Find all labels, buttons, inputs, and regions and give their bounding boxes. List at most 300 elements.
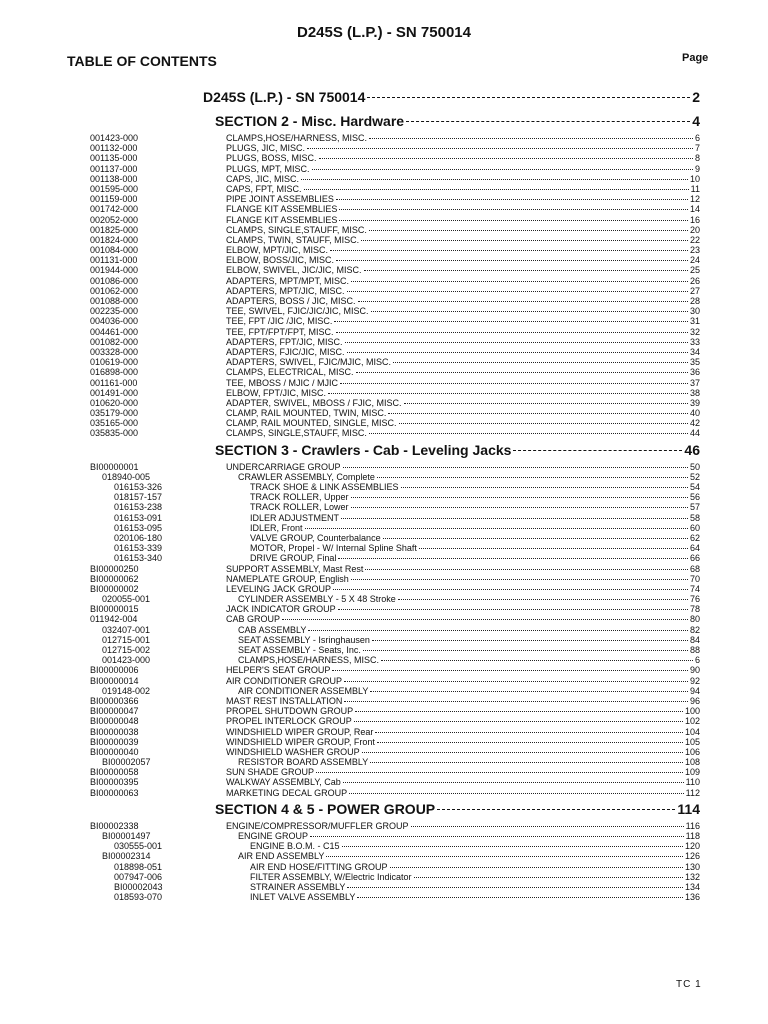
- toc-entry: [0, 892, 768, 902]
- entry-title: TEE, FPT/FPT/FPT, MISC.: [226, 326, 334, 337]
- toc-entry: [0, 604, 768, 614]
- part-number: BI00000040: [90, 746, 139, 757]
- entry-title: DRIVE GROUP, Final: [250, 553, 337, 564]
- entry-title: CLAMPS,HOSE/HARNESS, MISC.: [238, 655, 380, 666]
- entry-title: INLET VALVE ASSEMBLY: [250, 892, 356, 903]
- page-number: 116: [685, 820, 700, 831]
- part-number: BI00000014: [90, 675, 139, 686]
- toc-entry: [0, 327, 768, 337]
- part-number: 030555-001: [114, 841, 163, 852]
- toc-entry: [0, 408, 768, 418]
- page-number: 136: [684, 892, 700, 903]
- part-number: 016153-095: [114, 522, 163, 533]
- page-number: 37: [689, 377, 700, 388]
- part-number: 010619-000: [90, 357, 139, 368]
- entry-title: ENGINE/COMPRESSOR/MUFFLER GROUP: [226, 820, 409, 831]
- entry-title: ELBOW, SWIVEL, JIC/JIC, MISC.: [226, 265, 362, 276]
- toc-entry: [0, 245, 768, 255]
- page-number: 118: [685, 831, 700, 841]
- dot-leader: [377, 742, 683, 743]
- page-column-label: Page: [682, 52, 709, 64]
- entry-title: ENGINE GROUP: [238, 831, 309, 841]
- page-number: 92: [689, 675, 700, 686]
- dot-leader: [357, 897, 683, 898]
- dot-leader: [356, 372, 688, 373]
- dot-leader: [370, 762, 683, 763]
- dot-leader: [301, 179, 688, 180]
- part-number: BI00002043: [114, 881, 163, 892]
- entry-title: CAPS, FPT, MISC.: [226, 183, 302, 194]
- page-number: 6: [694, 655, 700, 666]
- entry-title: SEAT ASSEMBLY - Seats, Inc.: [238, 645, 361, 655]
- dot-leader: [351, 507, 688, 508]
- entry-title: PROPEL SHUTDOWN GROUP: [226, 706, 354, 717]
- toc-entry: [0, 194, 768, 204]
- page-number: 14: [689, 204, 700, 215]
- part-number: 018157-157: [114, 492, 163, 503]
- page-number: 40: [689, 408, 700, 419]
- toc-entry: [0, 686, 768, 696]
- page-number: 109: [684, 767, 700, 778]
- page-number: 102: [684, 716, 700, 727]
- toc-entry: [0, 164, 768, 174]
- page-number: 36: [689, 367, 700, 378]
- dot-leader: [342, 846, 683, 847]
- page-number: 70: [689, 573, 700, 584]
- toc-entry: [0, 831, 768, 841]
- part-number: BI00000063: [90, 787, 139, 798]
- toc-entry: [0, 513, 768, 523]
- part-number: 016153-091: [114, 512, 163, 523]
- entry-title: ADAPTER, SWIVEL, MBOSS / FJIC, MISC.: [226, 397, 402, 408]
- table-of-contents: [0, 86, 768, 902]
- toc-entry: [0, 645, 768, 655]
- toc-entry: [0, 215, 768, 225]
- part-number: BI00000015: [90, 604, 139, 615]
- entry-title: SEAT ASSEMBLY - Isringhausen: [238, 634, 370, 645]
- page-number: 20: [689, 224, 700, 235]
- dot-leader: [398, 599, 688, 600]
- dot-leader: [316, 772, 683, 773]
- dot-leader: [310, 836, 684, 837]
- dot-leader: [361, 240, 688, 241]
- entry-title: ENGINE B.O.M. - C15: [250, 841, 340, 852]
- part-number: 011942-004: [90, 614, 138, 625]
- entry-title: CLAMP, RAIL MOUNTED, TWIN, MISC.: [226, 408, 387, 419]
- part-number: 012715-001: [102, 634, 151, 645]
- page-number: 33: [689, 336, 700, 347]
- toc-section-heading: [0, 86, 768, 110]
- dot-leader: [332, 670, 688, 671]
- toc-entry: [0, 614, 768, 624]
- dot-leader: [319, 158, 693, 159]
- page-number: 82: [689, 624, 700, 635]
- page-number: 132: [684, 871, 700, 882]
- page-number: 11: [690, 183, 700, 194]
- entry-title: RESISTOR BOARD ASSEMBLY: [238, 757, 369, 768]
- dot-leader: [336, 260, 688, 261]
- page-number: 42: [689, 418, 700, 429]
- part-number: BI00000395: [90, 777, 139, 788]
- toc-entry: [0, 428, 768, 438]
- page-number: 26: [689, 275, 700, 286]
- toc-entry: [0, 367, 768, 377]
- dot-leader: [365, 569, 688, 570]
- toc-entry: [0, 841, 768, 851]
- dot-leader: [347, 291, 688, 292]
- entry-title: WINDSHIELD WIPER GROUP, Rear: [226, 726, 374, 737]
- dot-leader: [354, 721, 683, 722]
- toc-entry: [0, 523, 768, 533]
- toc-entry: [0, 472, 768, 482]
- toc-entry: [0, 767, 768, 777]
- entry-title: ELBOW, FPT/JIC, MISC.: [226, 387, 327, 398]
- part-number: 001595-000: [90, 183, 139, 194]
- entry-title: ELBOW, BOSS/JIC, MISC.: [226, 255, 335, 266]
- dot-leader: [349, 793, 683, 794]
- toc-entry: [0, 306, 768, 316]
- entry-title: TRACK SHOE & LINK ASSEMBLIES: [250, 482, 399, 492]
- toc-entry: [0, 286, 768, 296]
- entry-title: CLAMPS,HOSE/HARNESS, MISC.: [226, 133, 368, 143]
- entry-title: NAMEPLATE GROUP, English: [226, 573, 349, 584]
- part-number: 019148-002: [102, 685, 151, 696]
- dot-leader: [369, 230, 688, 231]
- part-number: 001423-000: [102, 655, 151, 666]
- dot-leader: [344, 701, 688, 702]
- dot-leader: [334, 321, 688, 322]
- page-number: 88: [689, 645, 700, 655]
- part-number: 010620-000: [90, 397, 139, 408]
- entry-title: SECTION 4 & 5 - POWER GROUP: [215, 800, 436, 817]
- dot-leader: [401, 487, 688, 488]
- toc-entry: [0, 696, 768, 706]
- page-number: 24: [689, 255, 700, 266]
- toc-entry: [0, 594, 768, 604]
- dot-leader: [370, 691, 688, 692]
- entry-title: JACK INDICATOR GROUP: [226, 604, 336, 615]
- entry-title: CLAMPS, SINGLE,STAUFF, MISC.: [226, 224, 367, 235]
- entry-title: WINDSHIELD WASHER GROUP: [226, 746, 360, 757]
- page-number: 74: [689, 583, 700, 594]
- page-number: 34: [689, 346, 700, 357]
- toc-entry: [0, 821, 768, 831]
- part-number: 016153-340: [114, 553, 163, 564]
- part-number: 016898-000: [90, 367, 139, 378]
- page-number: 78: [689, 604, 700, 615]
- entry-title: CLAMP, RAIL MOUNTED, SINGLE, MISC.: [226, 418, 397, 429]
- dot-leader: [343, 782, 684, 783]
- toc-entry: [0, 378, 768, 388]
- dot-leader: [304, 189, 689, 190]
- page-number: 39: [689, 397, 700, 408]
- page-number: 6: [694, 133, 700, 143]
- entry-title: UNDERCARRIAGE GROUP: [226, 461, 341, 472]
- dot-leader: [363, 650, 688, 651]
- dot-leader: [328, 393, 688, 394]
- dot-leader: [339, 220, 688, 221]
- page-number: 4: [692, 113, 700, 129]
- dot-leader: [333, 589, 688, 590]
- part-number: 007947-006: [114, 871, 163, 882]
- page-title: D245S (L.P.) - SN 750014: [297, 24, 471, 41]
- entry-title: AIR CONDITIONER GROUP: [226, 675, 343, 686]
- dot-leader: [344, 681, 688, 682]
- part-number: 012715-002: [102, 645, 151, 655]
- toc-entry: [0, 492, 768, 502]
- toc-entry: [0, 625, 768, 635]
- page-number: 57: [689, 502, 700, 513]
- entry-title: MAST REST INSTALLATION: [226, 695, 343, 706]
- dot-leader: [358, 301, 688, 302]
- entry-title: PLUGS, JIC, MISC.: [226, 143, 306, 154]
- toc-entry: [0, 235, 768, 245]
- entry-title: PLUGS, BOSS, MISC.: [226, 153, 317, 164]
- part-number: BI00000058: [90, 767, 139, 778]
- page-number: 38: [689, 387, 700, 398]
- entry-title: ADAPTERS, FJIC/JIC, MISC.: [226, 346, 345, 357]
- part-number: 004461-000: [90, 326, 139, 337]
- part-number: 001423-000: [90, 133, 139, 143]
- toc-entry: [0, 482, 768, 492]
- toc-entry: [0, 174, 768, 184]
- toc-entry: [0, 143, 768, 153]
- entry-title: CLAMPS, ELECTRICAL, MISC.: [226, 367, 354, 378]
- toc-entry: [0, 727, 768, 737]
- part-number: 035165-000: [90, 418, 139, 429]
- toc-section-heading: [0, 110, 768, 133]
- page-number: 31: [689, 316, 700, 327]
- toc-section-heading: [0, 439, 768, 462]
- entry-title: D245S (L.P.) - SN 750014: [203, 89, 366, 105]
- dot-leader: [326, 856, 683, 857]
- dot-leader: [411, 826, 684, 827]
- entry-title: TRACK ROLLER, Lower: [250, 502, 349, 513]
- part-number: BI00002314: [102, 851, 151, 862]
- page-number: 112: [685, 787, 700, 798]
- dot-leader: [367, 97, 690, 98]
- part-number: 001131-000: [90, 255, 138, 266]
- part-number: BI00000366: [90, 695, 139, 706]
- entry-title: TEE, SWIVEL, FJIC/JIC/JIC, MISC.: [226, 306, 369, 317]
- dot-leader: [338, 609, 688, 610]
- toc-entry: [0, 316, 768, 326]
- dot-leader: [330, 250, 688, 251]
- dot-leader: [399, 423, 688, 424]
- part-number: 001088-000: [90, 296, 139, 306]
- entry-title: SUN SHADE GROUP: [226, 767, 315, 778]
- entry-title: CLAMPS, TWIN, STAUFF, MISC.: [226, 234, 360, 245]
- entry-title: TEE, FPT /JIC /JIC, MISC.: [226, 316, 333, 327]
- page-number: 134: [684, 881, 700, 892]
- page-number: 105: [684, 736, 700, 747]
- entry-title: PLUGS, MPT, MISC.: [226, 163, 310, 174]
- part-number: 001135-000: [90, 153, 138, 164]
- part-number: BI00001497: [102, 831, 151, 841]
- entry-title: FLANGE KIT ASSEMBLIES: [226, 214, 338, 225]
- dot-leader: [305, 528, 688, 529]
- entry-title: SECTION 3 - Crawlers - Cab - Leveling Jacks: [215, 441, 512, 458]
- part-number: 001824-000: [90, 234, 139, 245]
- dot-leader: [355, 711, 683, 712]
- entry-title: AIR END ASSEMBLY: [238, 851, 325, 862]
- page-number: 58: [689, 512, 700, 523]
- dot-leader: [513, 450, 682, 451]
- toc-entry: [0, 225, 768, 235]
- dot-leader: [341, 518, 688, 519]
- toc-entry: [0, 777, 768, 787]
- page-number: 22: [689, 234, 700, 245]
- dot-leader: [343, 467, 688, 468]
- part-number: BI00000047: [90, 706, 139, 717]
- part-number: 001944-000: [90, 265, 139, 276]
- page-number: 12: [689, 194, 700, 205]
- entry-title: STRAINER ASSEMBLY: [250, 881, 346, 892]
- toc-entry: [0, 655, 768, 665]
- toc-entry: [0, 851, 768, 861]
- dot-leader: [338, 558, 688, 559]
- dot-leader: [371, 311, 688, 312]
- toc-entry: [0, 418, 768, 428]
- dot-leader: [336, 199, 688, 200]
- page-number: 35: [689, 357, 700, 368]
- dot-leader: [419, 548, 688, 549]
- part-number: BI00002338: [90, 820, 139, 831]
- dot-leader: [351, 579, 688, 580]
- page-number: 104: [684, 726, 700, 737]
- entry-title: VALVE GROUP, Counterbalance: [250, 532, 381, 543]
- dot-leader: [390, 867, 683, 868]
- page-footer: TC 1: [676, 979, 702, 990]
- dot-leader: [404, 403, 688, 404]
- page-number: 126: [684, 851, 700, 862]
- entry-title: TRACK ROLLER, Upper: [250, 492, 349, 503]
- part-number: 001132-000: [90, 143, 138, 154]
- entry-title: AIR CONDITIONER ASSEMBLY: [238, 685, 369, 696]
- entry-title: WALKWAY ASSEMBLY, Cab: [226, 777, 341, 788]
- entry-title: CYLINDER ASSEMBLY - 5 X 48 Stroke: [238, 594, 396, 605]
- toc-entry: [0, 276, 768, 286]
- entry-title: LEVELING JACK GROUP: [226, 583, 332, 594]
- part-number: 001138-000: [90, 173, 138, 184]
- page-number: 106: [684, 746, 700, 757]
- part-number: 002235-000: [90, 306, 139, 317]
- toc-entry: [0, 265, 768, 275]
- part-number: 001742-000: [90, 204, 139, 215]
- toc-entry: [0, 665, 768, 675]
- entry-title: IDLER, Front: [250, 522, 303, 533]
- toc-heading: TABLE OF CONTENTS: [67, 53, 217, 69]
- entry-title: CAB GROUP: [226, 614, 281, 625]
- part-number: 001082-000: [90, 336, 139, 347]
- entry-title: ADAPTERS, SWIVEL, FJIC/MJIC, MISC.: [226, 357, 392, 368]
- toc-entry: [0, 398, 768, 408]
- part-number: 004036-000: [90, 316, 139, 327]
- part-number: 001086-000: [90, 275, 139, 286]
- entry-title: IDLER ADJUSTMENT: [250, 512, 340, 523]
- page-number: 32: [689, 326, 700, 337]
- toc-entry: [0, 584, 768, 594]
- page-number: 62: [689, 532, 700, 543]
- toc-entry: [0, 462, 768, 472]
- part-number: BI00002057: [102, 757, 151, 768]
- entry-title: SUPPORT ASSEMBLY, Mast Rest: [226, 563, 364, 574]
- dot-leader: [339, 209, 688, 210]
- page-number: 9: [694, 163, 700, 174]
- page-number: 80: [689, 614, 700, 625]
- part-number: 035835-000: [90, 428, 139, 439]
- page-number: 25: [689, 265, 700, 276]
- page-number: 7: [694, 143, 700, 154]
- page-number: 108: [684, 757, 700, 768]
- part-number: 020055-001: [102, 594, 151, 605]
- part-number: 016153-238: [114, 502, 163, 513]
- entry-title: SECTION 2 - Misc. Hardware: [215, 113, 405, 129]
- dot-leader: [377, 477, 688, 478]
- page-number: 96: [689, 695, 700, 706]
- dot-leader: [362, 752, 683, 753]
- dot-leader: [406, 121, 690, 122]
- dot-leader: [345, 342, 688, 343]
- part-number: 001062-000: [90, 285, 139, 296]
- toc-entry: [0, 862, 768, 872]
- toc-entry: [0, 872, 768, 882]
- part-number: BI00000002: [90, 583, 139, 594]
- entry-title: HELPER'S SEAT GROUP: [226, 665, 331, 676]
- page-number: 76: [689, 594, 700, 605]
- page-number: 94: [689, 685, 700, 696]
- toc-entry: [0, 716, 768, 726]
- dot-leader: [351, 497, 688, 498]
- entry-title: FILTER ASSEMBLY, W/Electric Indicator: [250, 871, 412, 882]
- part-number: 002052-000: [90, 214, 139, 225]
- entry-title: ADAPTERS, MPT/JIC, MISC.: [226, 285, 345, 296]
- entry-title: AIR END HOSE/FITTING GROUP: [250, 861, 388, 872]
- dot-leader: [414, 877, 683, 878]
- part-number: 016153-326: [114, 482, 163, 492]
- part-number: BI00000039: [90, 736, 139, 747]
- entry-title: MARKETING DECAL GROUP: [226, 787, 348, 798]
- part-number: 018593-070: [114, 892, 163, 903]
- part-number: BI00000038: [90, 726, 139, 737]
- toc-entry: [0, 676, 768, 686]
- part-number: 003328-000: [90, 346, 139, 357]
- entry-title: FLANGE KIT ASSEMBLIES: [226, 204, 338, 215]
- page-number: 60: [689, 522, 700, 533]
- dot-leader: [351, 281, 688, 282]
- dot-leader: [437, 809, 675, 810]
- entry-title: PROPEL INTERLOCK GROUP: [226, 716, 352, 727]
- entry-title: CLAMPS, SINGLE,STAUFF, MISC.: [226, 428, 367, 439]
- dot-leader: [383, 538, 688, 539]
- page-number: 114: [677, 800, 700, 817]
- dot-leader: [347, 887, 683, 888]
- part-number: BI00000062: [90, 573, 139, 584]
- entry-title: CRAWLER ASSEMBLY, Complete: [238, 471, 375, 482]
- part-number: 001084-000: [90, 245, 139, 256]
- entry-title: ADAPTERS, MPT/MPT, MISC.: [226, 275, 350, 286]
- toc-entry: [0, 255, 768, 265]
- part-number: 032407-001: [102, 624, 151, 635]
- dot-leader: [375, 732, 683, 733]
- toc-entry: [0, 337, 768, 347]
- page-number: 52: [689, 471, 700, 482]
- toc-entry: [0, 706, 768, 716]
- dot-leader: [336, 332, 688, 333]
- toc-entry: [0, 296, 768, 306]
- toc-entry: [0, 357, 768, 367]
- toc-entry: [0, 553, 768, 563]
